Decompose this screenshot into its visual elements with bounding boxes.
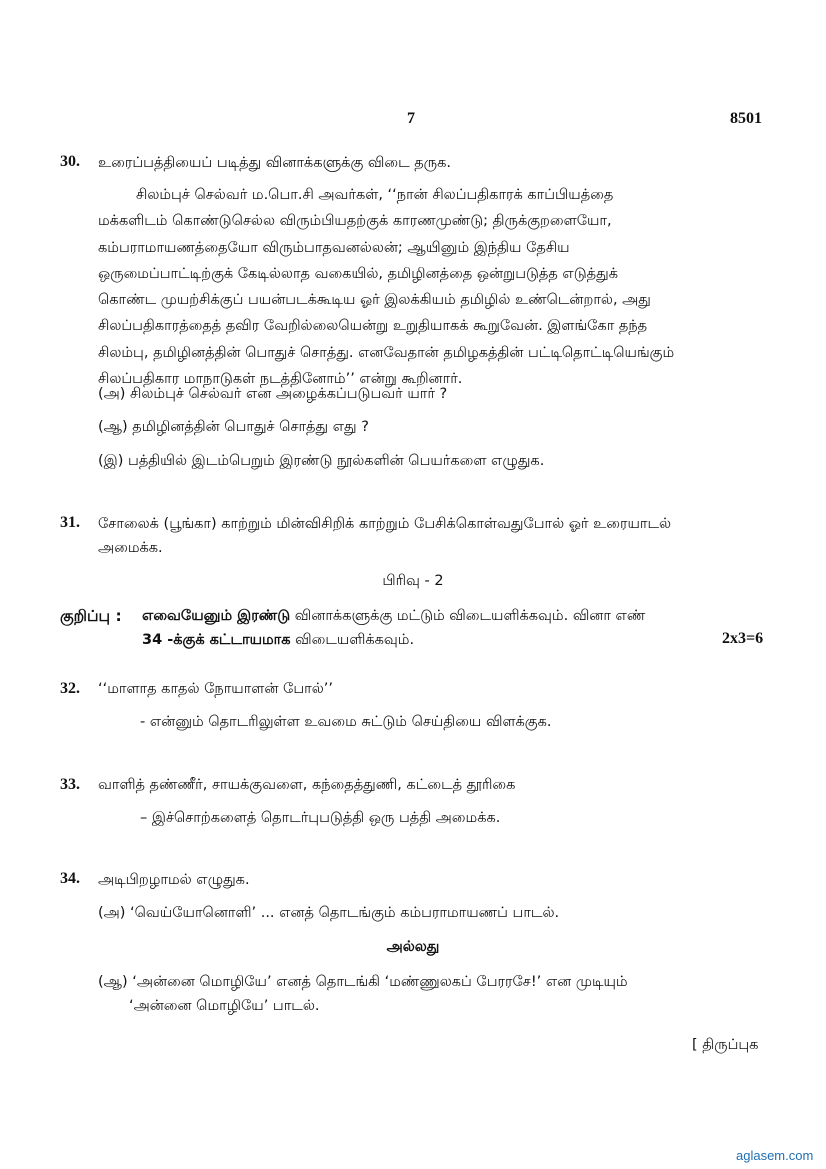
q31-line1: சோலைக் (பூங்கா) காற்றும் மின்விசிறிக் காற்றும் பேசிக்கொள்வதுபோல் ஓர் உரையாடல் — [98, 516, 672, 532]
q34-line1: அடிபிறழாமல் எழுதுக. — [98, 872, 250, 888]
note-emphasis: 34 -க்குக் கட்டாயமாக — [142, 632, 291, 648]
note-line1 — [142, 603, 645, 629]
q34-sub-aa-line1: (ஆ) ‘அன்னை மொழியே’ எனத் தொடங்கி ‘மண்ணுலகப் பேரரசே!’ என முடியும் — [98, 974, 628, 990]
q34-or: அல்லது — [386, 939, 440, 955]
q30-sub-a: (அ) சிலம்புச் செல்வர் என அழைக்கப்படுபவர் யார் ? — [98, 386, 448, 402]
passage-line: ஒருமைப்பாட்டிற்குக் கேடில்லாத வகையில், தமிழினத்தை ஒன்றுபடுத்த எடுத்துக் — [98, 265, 618, 282]
passage-line: சிலம்பு, தமிழினத்தின் பொதுச் சொத்து. எனவேதான் தமிழகத்தின் பட்டிதொட்டியெங்கும் — [98, 344, 675, 361]
note-text: வினாக்களுக்கு மட்டும் விடையளிக்கவும். வினா எண் — [290, 608, 646, 624]
note-label: குறிப்பு : — [60, 607, 122, 625]
q34-sub-aa-line2: ‘அன்னை மொழியே’ பாடல். — [129, 998, 320, 1014]
note-line2 — [142, 627, 414, 653]
q30-sub-i: (இ) பத்தியில் இடம்பெறும் இரண்டு நூல்களின் பெயர்களை எழுதுக. — [98, 453, 545, 469]
paper-code: 8501 — [730, 110, 762, 127]
q34-sub-a: (அ) ‘வெய்யோனொளி’ ... எனத் தொடங்கும் கம்பராமாயணப் பாடல். — [98, 905, 560, 921]
passage-line: மக்களிடம் கொண்டுசெல்ல விரும்பியதற்குக் காரணமுண்டு; திருக்குறளையோ, — [98, 213, 612, 230]
passage-line: சிலம்புச் செல்வர் ம.பொ.சி அவர்கள், ‘‘நான் சிலப்பதிகாரக் காப்பியத்தை — [136, 187, 614, 203]
passage-line: கொண்ட முயற்சிக்குப் பயன்படக்கூடிய ஓர் இலக்கியம் தமிழில் உண்டென்றால், அது — [98, 292, 651, 309]
marks: 2x3=6 — [722, 630, 764, 647]
q33-line1: வாளித் தண்ணீர், சாயக்குவளை, கந்தைத்துணி, கட்டைத் தூரிகை — [98, 777, 516, 793]
note-emphasis: எவையேனும் இரண்டு — [142, 608, 291, 624]
q30-number: 30. — [60, 153, 80, 170]
passage-line: சிலப்பதிகார மாநாடுகள் நடத்தினோம்’’ என்று கூறினார். — [98, 371, 463, 388]
q30-sub-aa: (ஆ) தமிழினத்தின் பொதுச் சொத்து எது ? — [98, 419, 369, 435]
q33-line2: – இச்சொற்களைத் தொடர்புபடுத்தி ஒரு பத்தி அமைக்க. — [140, 810, 501, 826]
q32-number: 32. — [60, 680, 80, 697]
q33-number: 33. — [60, 776, 80, 793]
passage-line: கம்பராமாயணத்தையோ விரும்பாதவனல்லன்; ஆயினும் இந்திய தேசிய — [98, 239, 570, 256]
page-number: 7 — [407, 110, 415, 127]
q30-passage — [98, 182, 728, 392]
passage-line: சிலப்பதிகாரத்தைத் தவிர வேறில்லையென்று உறுதியாகக் கூறுவேன். இளங்கோ தந்த — [98, 318, 648, 335]
q31-number: 31. — [60, 514, 80, 531]
turn-over: [ திருப்புக — [692, 1037, 759, 1053]
q32-line2: - என்னும் தொடரிலுள்ள உவமை சுட்டும் செய்தியை விளக்குக. — [140, 714, 552, 730]
q31-line2: அமைக்க. — [98, 540, 163, 556]
note-text: விடையளிக்கவும். — [290, 632, 415, 648]
q34-number: 34. — [60, 870, 80, 887]
section-title: பிரிவு - 2 — [382, 573, 444, 589]
watermark: aglasem.com — [736, 1148, 814, 1163]
q32-line1: ‘‘மாளாத காதல் நோயாளன் போல்’’ — [98, 681, 333, 697]
q30-instruction: உரைப்பத்தியைப் படித்து வினாக்களுக்கு விடை தருக. — [98, 155, 451, 171]
